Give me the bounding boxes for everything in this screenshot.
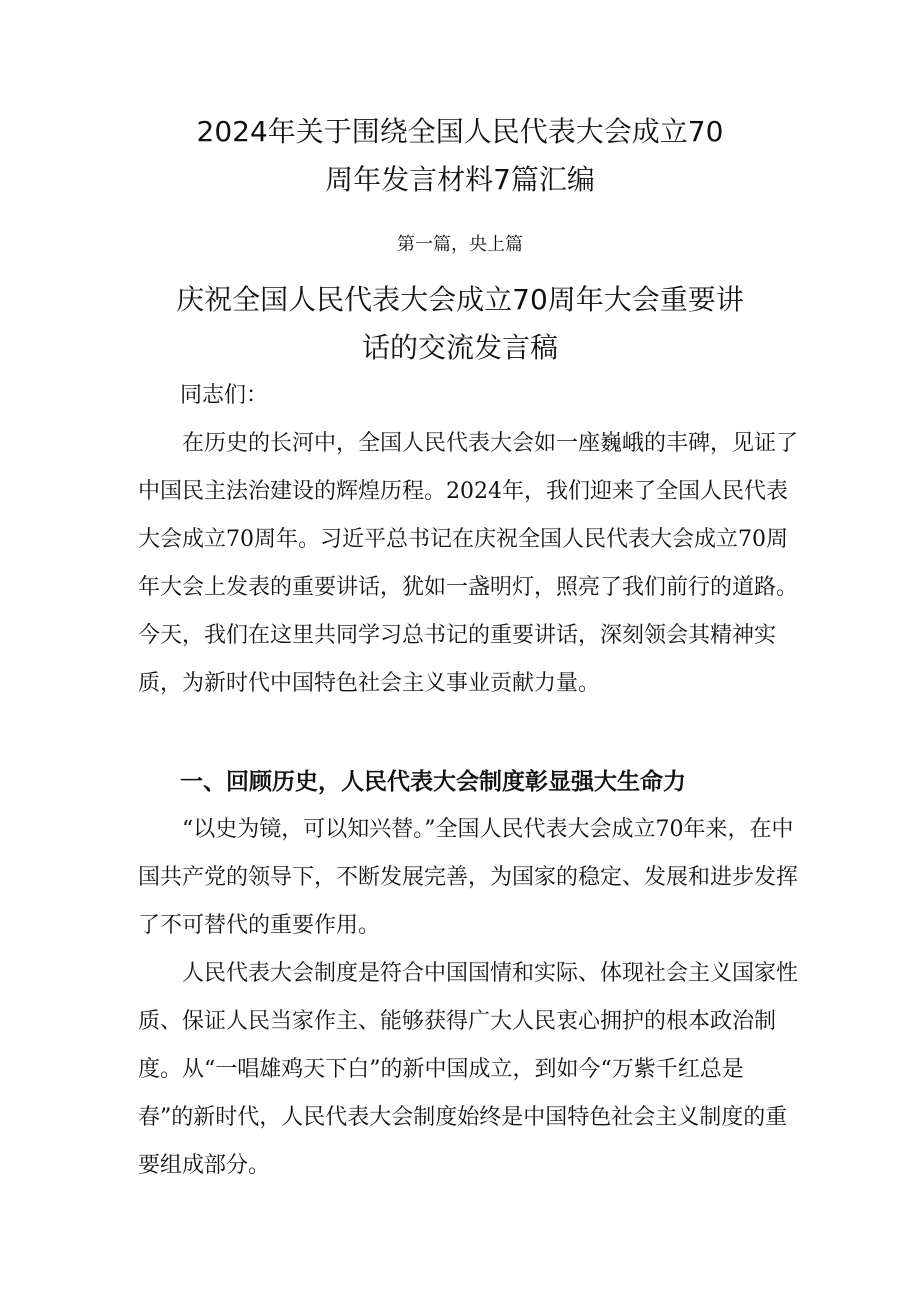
section-label: 第一篇，央上篇 bbox=[397, 234, 523, 255]
paragraph-2 bbox=[138, 806, 798, 950]
document-title bbox=[0, 108, 920, 204]
paragraph-3-text: 人民代表大会制度是符合中国国情和实际、体现社会主义国家性质、保证人民当家作主、能够获得广大人民衷心拥护的根本政治制度。从“一唱雄鸡天下白”的新中国成立，到如今“万紫千红总是春”的新时代，人民代表大会制度始终是中国特色社会主义制度的重要组成部分。 bbox=[138, 961, 799, 1178]
section-heading-1: 一、回顾历史，人民代表大会制度彰显强大生命力 bbox=[180, 769, 686, 795]
speech-title bbox=[0, 276, 920, 372]
paragraph-1-text: 在历史的长河中，全国人民代表大会如一座巍峨的丰碑，见证了中国民主法治建设的辉煌历程。2024年，我们迎来了全国人民代表大会成立70周年。习近平总书记在庆祝全国人民代表大会成立70周年大会上发表的重要讲话，犹如一盏明灯，照亮了我们前行的道路。今天，我们在这里共同学习总书记的重要讲话，深刻领会其精神实质，为新时代中国特色社会主义事业贡献力量。 bbox=[138, 431, 799, 696]
document-title-line-2: 周年发言材料7篇汇编 bbox=[325, 163, 595, 196]
paragraph-3 bbox=[138, 950, 798, 1190]
greeting: 同志们： bbox=[180, 383, 269, 408]
speech-title-line-1: 庆祝全国人民代表大会成立70周年大会重要讲 bbox=[176, 283, 744, 316]
document-title-line-1: 2024年关于围绕全国人民代表大会成立70 bbox=[196, 115, 724, 148]
paragraph-1 bbox=[138, 420, 798, 708]
paragraph-2-text: “以史为镜，可以知兴替。”全国人民代表大会成立70年来，在中国共产党的领导下，不断发展完善，为国家的稳定、发展和进步发挥了不可替代的重要作用。 bbox=[138, 817, 799, 938]
speech-title-line-2: 话的交流发言稿 bbox=[361, 331, 558, 364]
